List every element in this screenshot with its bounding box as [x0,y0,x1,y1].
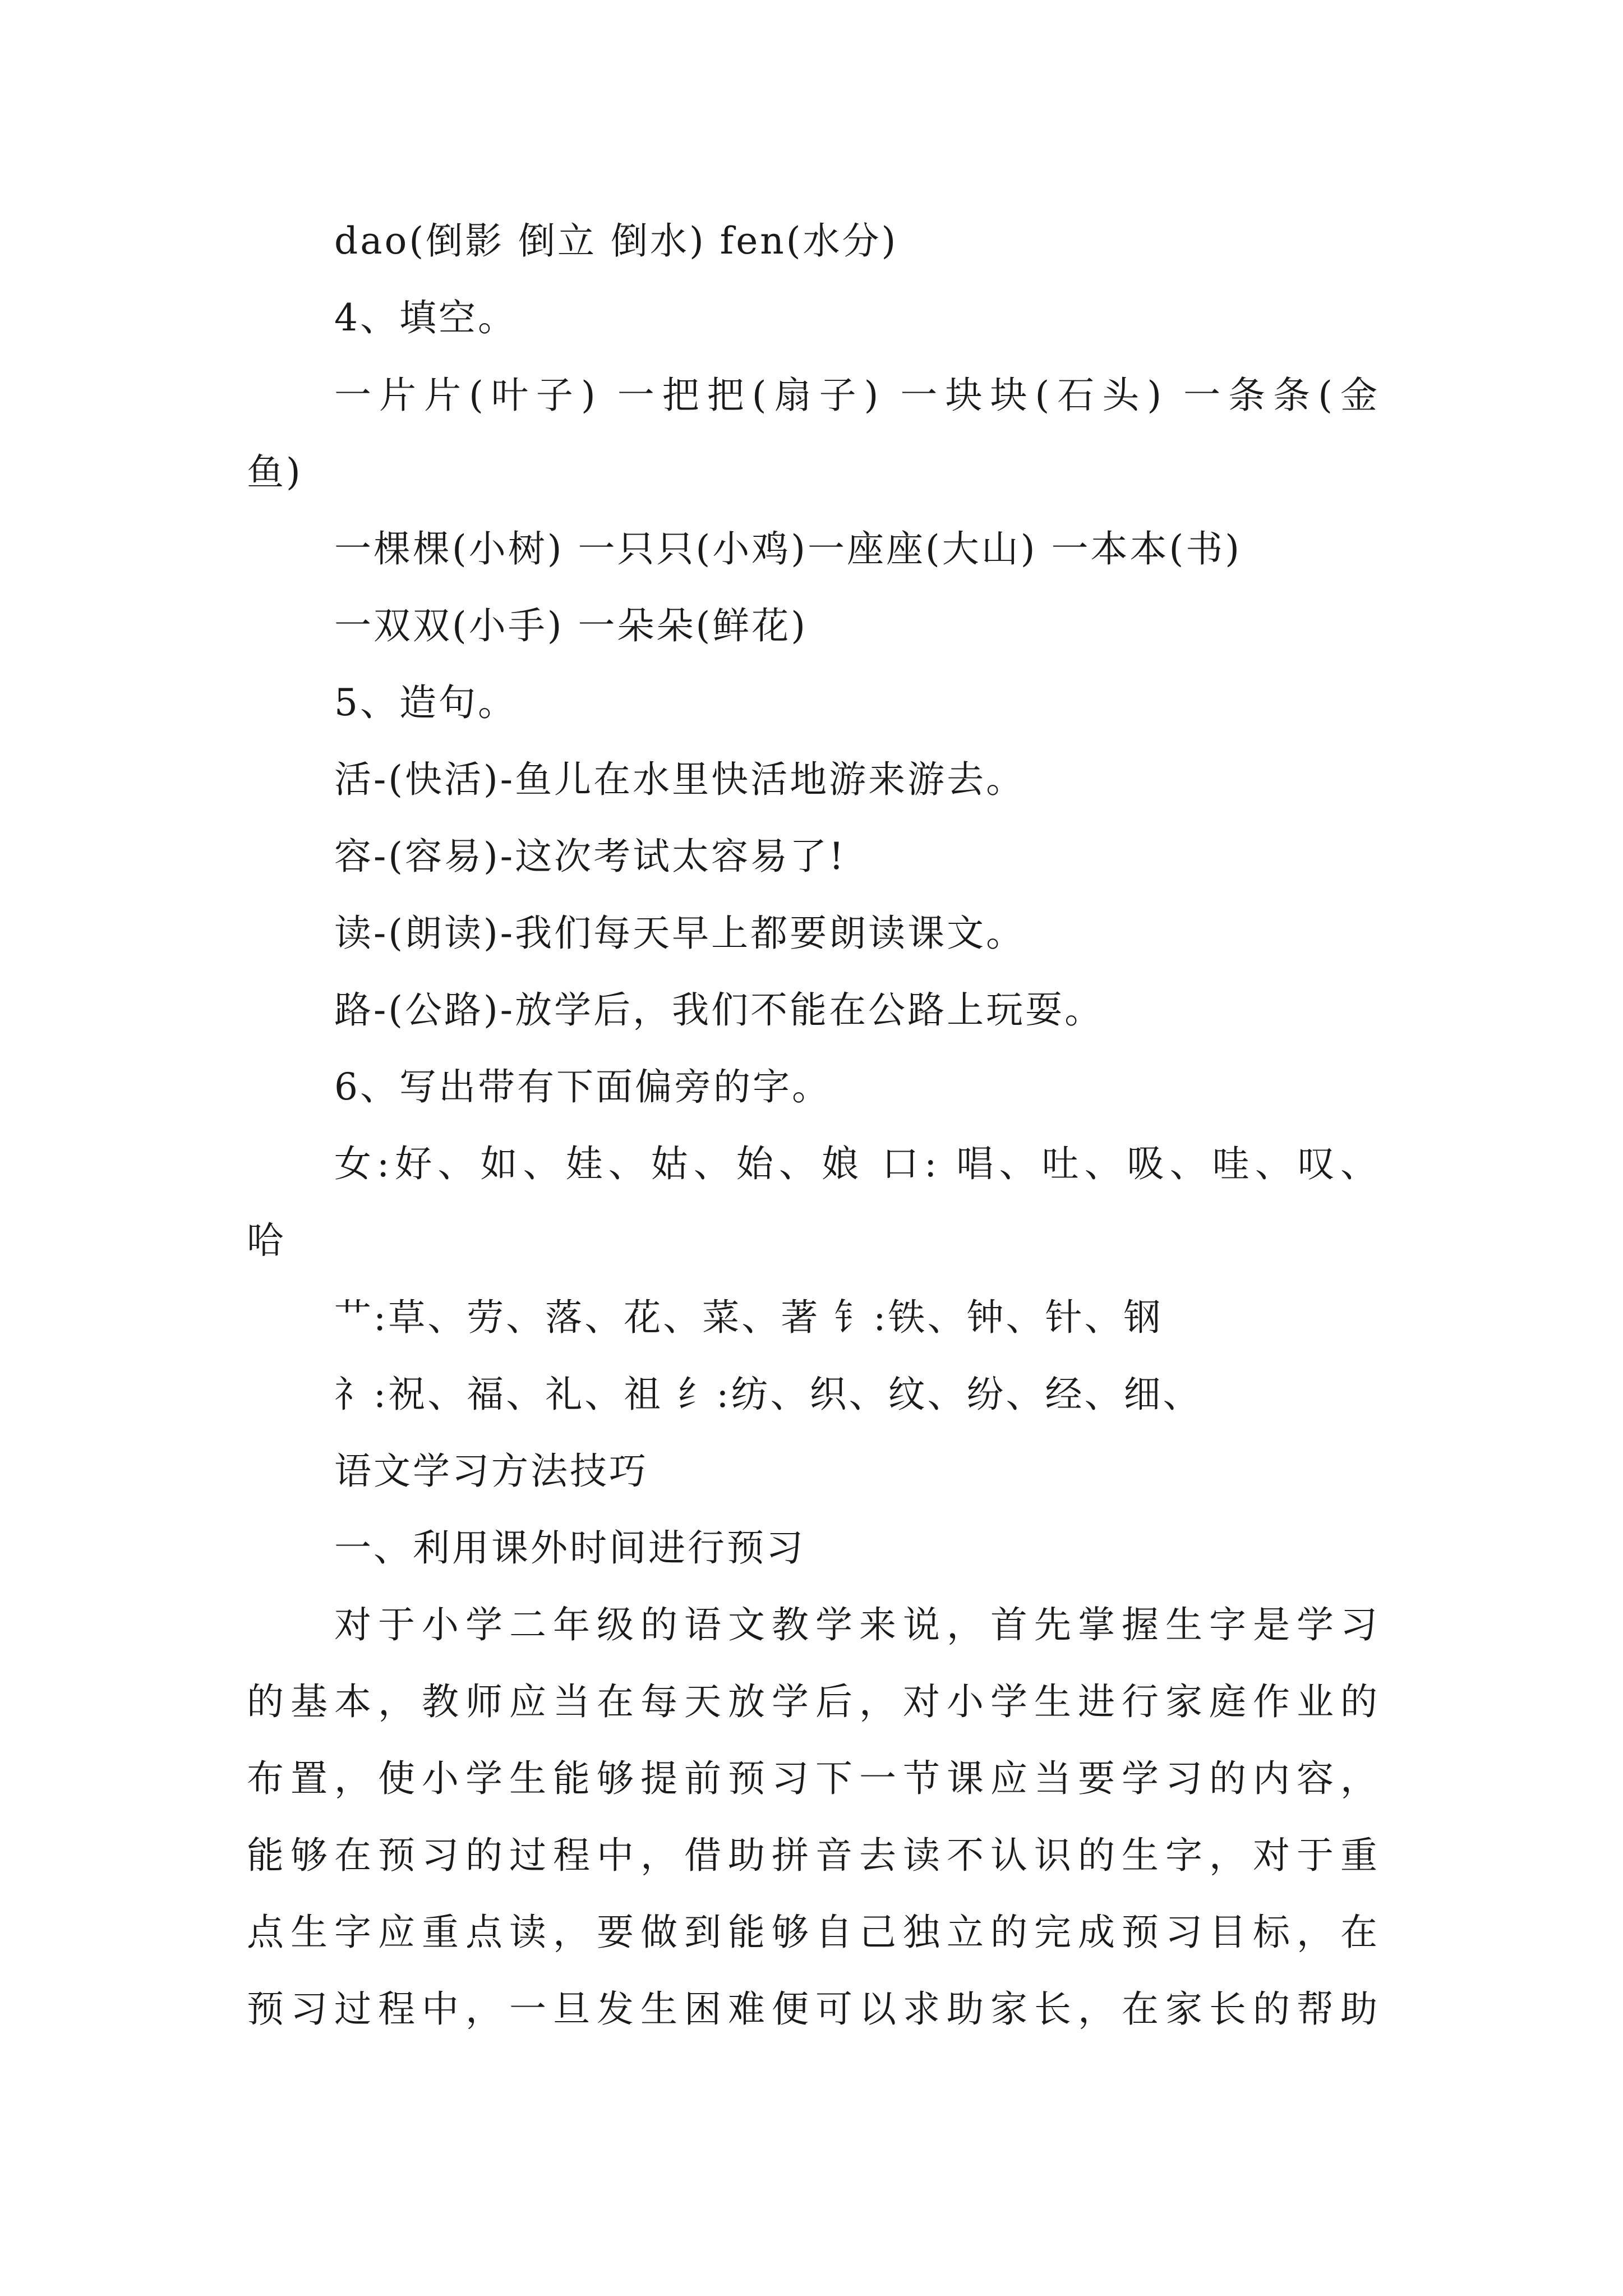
text-line: 6、写出带有下面偏旁的字。 [334,1065,831,1108]
text-line: 活-(快活)-鱼儿在水里快活地游来游去。 [334,758,1026,801]
paragraph-line: 能够在预习的过程中，借助拼音去读不认识的生字，对于重 [247,1834,1380,1877]
paragraph-line: 的基本，教师应当在每天放学后，对小学生进行家庭作业的 [247,1680,1380,1723]
paragraph-line: 预习过程中，一旦发生困难便可以求助家长，在家长的帮助 [247,1987,1380,2031]
paragraph-line: 布置，使小学生能够提前预习下一节课应当要学习的内容， [247,1757,1380,1800]
section-heading: 语文学习方法技巧 [334,1450,648,1493]
text-line: 容-(容易)-这次考试太容易了! [334,835,846,878]
text-line: 女:好、如、娃、姑、始、娘 口: 唱、吐、吸、哇、叹、 [334,1142,1380,1185]
text-line: 5、造句。 [334,681,517,724]
text-line: 艹:草、劳、落、花、菜、著 钅:铁、钟、针、钢 [334,1296,1163,1339]
text-line: 路-(公路)-放学后，我们不能在公路上玩耍。 [334,988,1104,1032]
paragraph-line: 点生字应重点读，要做到能够自己独立的完成预习目标，在 [247,1911,1380,1954]
text-line: 4、填空。 [334,296,517,339]
text-line: dao(倒影 倒立 倒水) fen(水分) [334,219,898,263]
text-line: 礻:祝、福、礼、祖 纟:纺、织、纹、纷、经、细、 [334,1373,1202,1416]
section-subheading: 一、利用课外时间进行预习 [334,1526,805,1570]
paragraph-line: 对于小学二年级的语文教学来说，首先掌握生字是学习 [334,1603,1380,1646]
text-line: 一棵棵(小树) 一只只(小鸡)一座座(大山) 一本本(书) [334,527,1242,570]
text-line: 鱼) [247,450,303,494]
text-line: 一片片(叶子) 一把把(扇子) 一块块(石头) 一条条(金 [334,374,1380,417]
text-line: 哈 [247,1219,286,1262]
text-line: 一双双(小手) 一朵朵(鲜花) [334,604,808,647]
text-line: 读-(朗读)-我们每天早上都要朗读课文。 [334,912,1026,955]
